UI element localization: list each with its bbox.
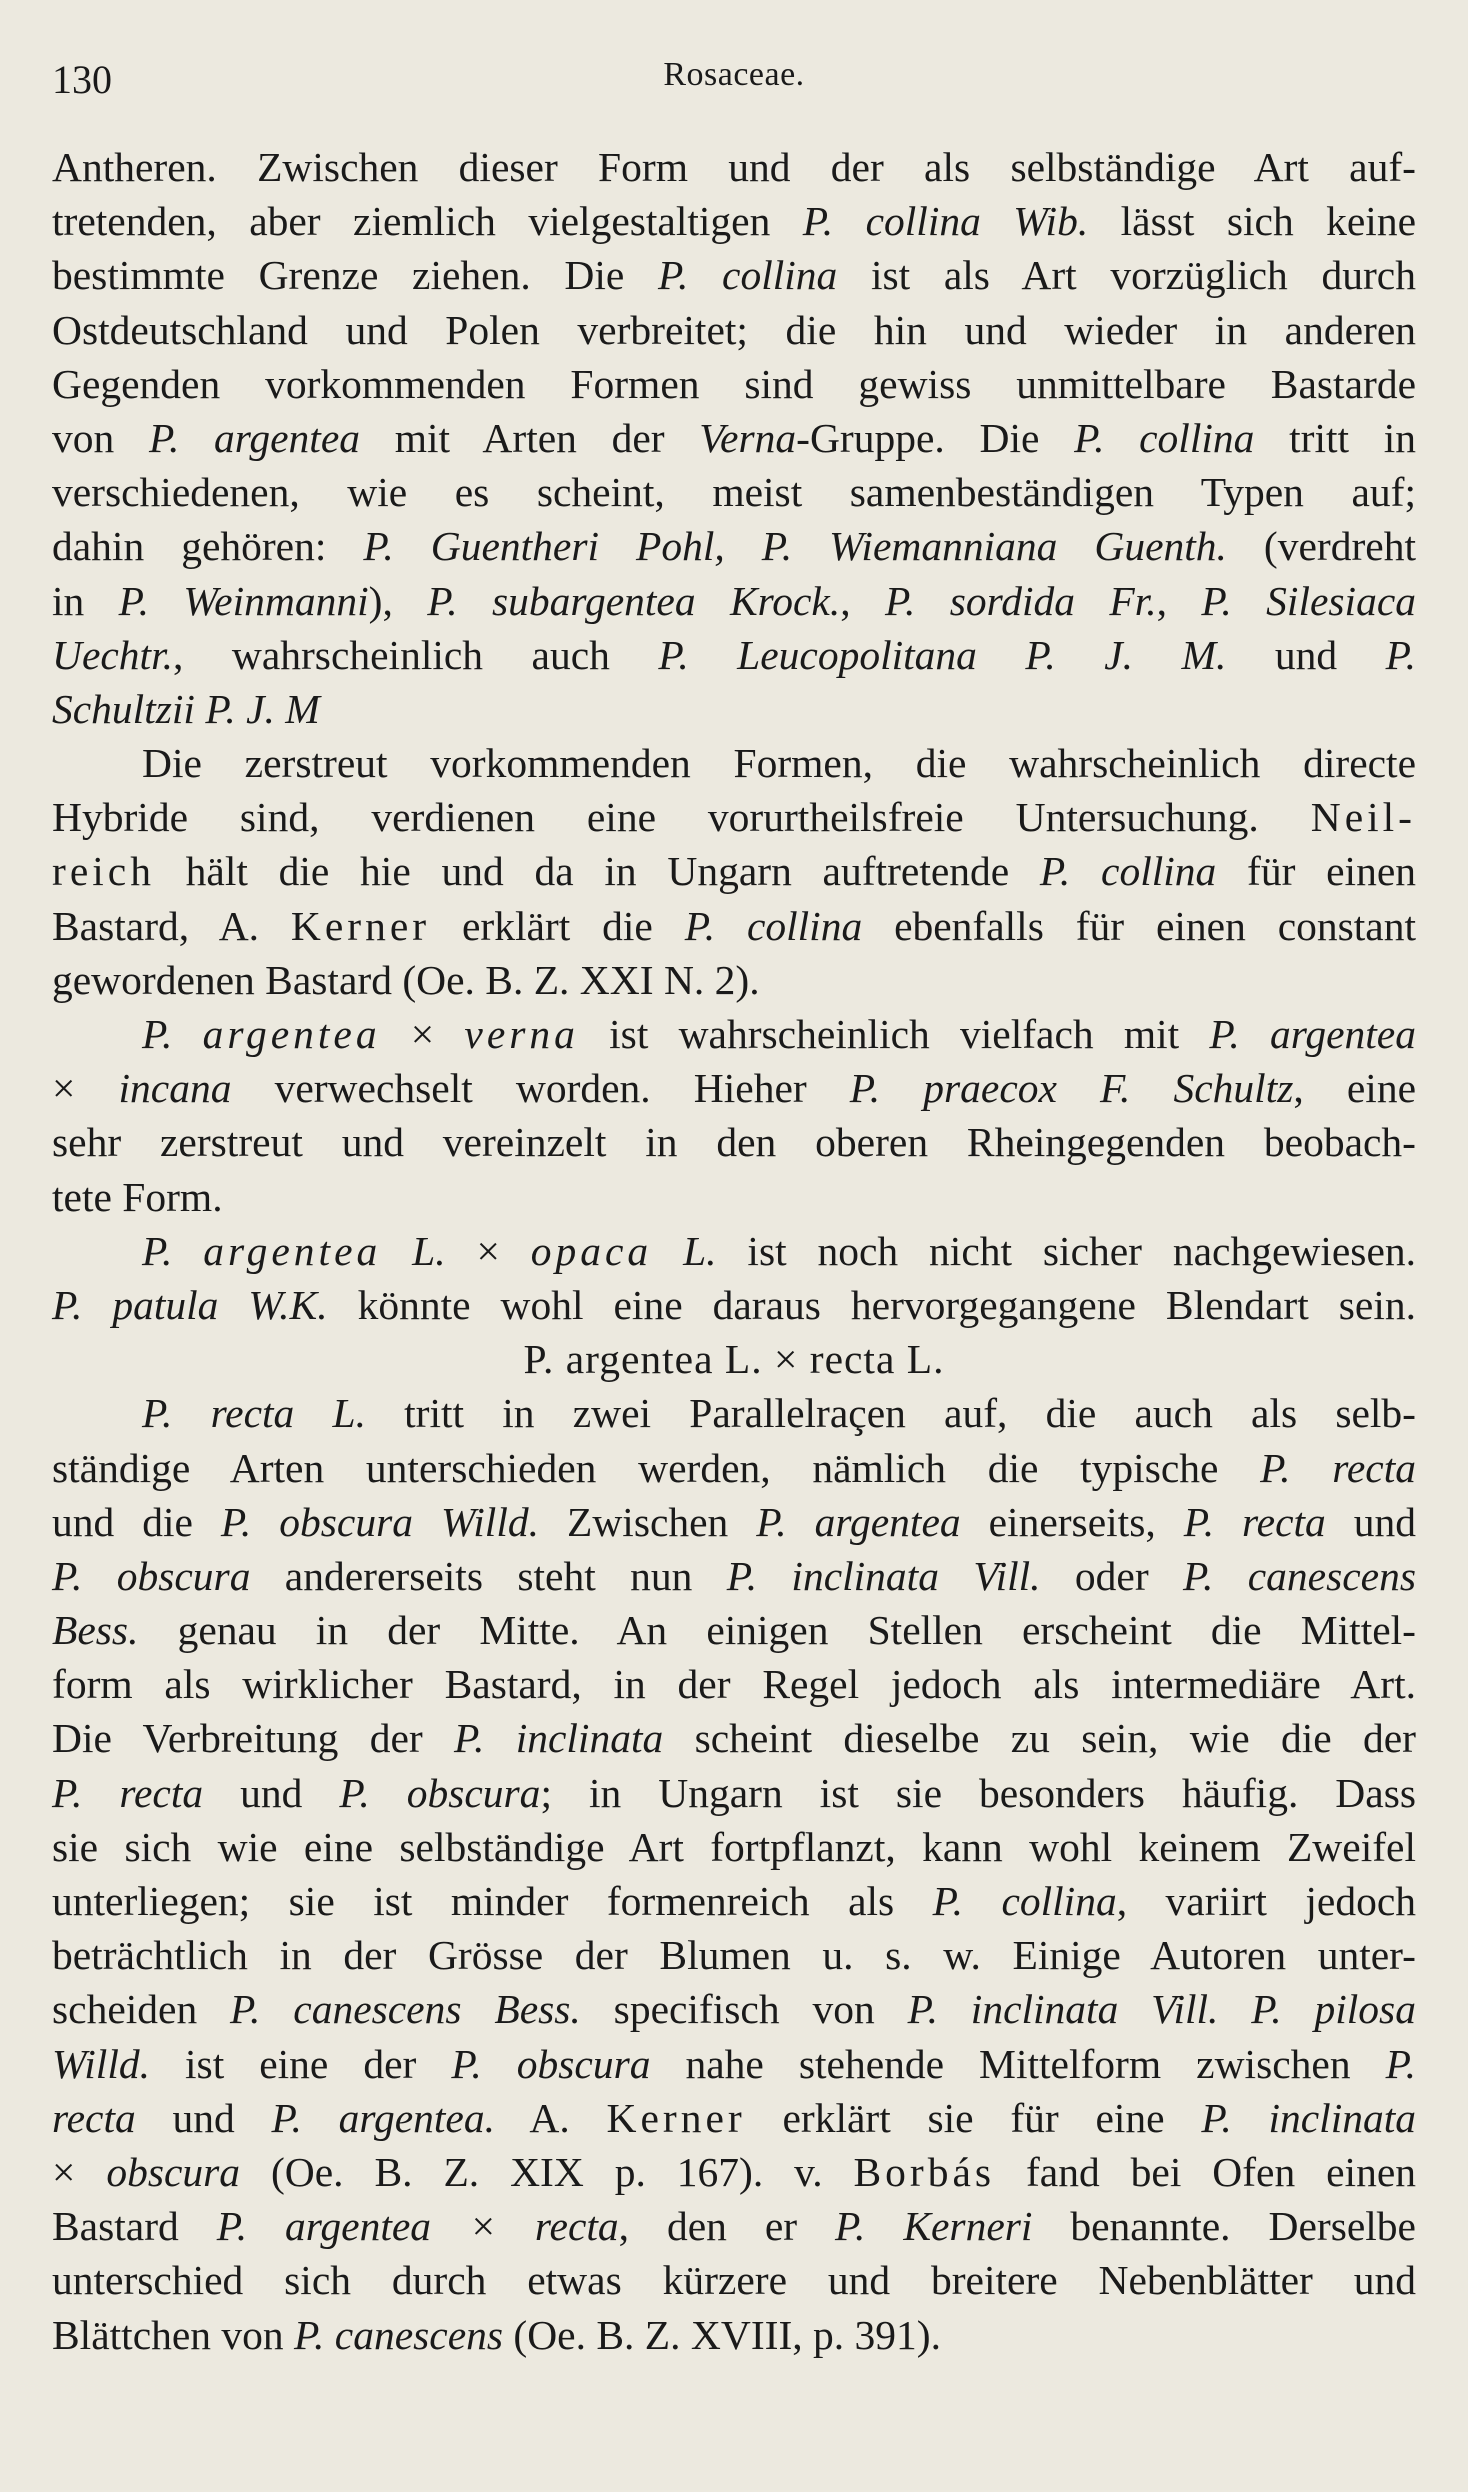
italic-run: P. Silesiaca [1201,577,1417,624]
italic-run: P. Weinmanni [118,577,369,624]
text-run: Blättchen von [52,2311,295,2358]
italic-run: incana [118,1065,232,1112]
italic-run: P. obscura [52,1552,251,1599]
italic-run: P. sordida Fr. [884,577,1157,624]
text-run: -Gruppe. Die [796,414,1075,461]
text-line [52,628,1416,682]
text-run: lässt sich keine [1088,198,1417,245]
italic-run: P. patula W.K. [52,1281,328,1328]
italic-run: P. praecox F. Schultz [849,1065,1294,1112]
text-run: sehr zerstreut und vereinzelt in den oberen Rheingegenden beobach- [52,1119,1416,1166]
italic-run: Bess. [52,1607,139,1654]
italic-run: opaca [530,1227,653,1274]
text-run: verwechselt worden. Hieher [231,1065,850,1112]
text-line [52,411,1416,465]
text-run: und [1325,1498,1417,1545]
text-run: Ostdeutschland und Polen verbreitet; die hin und wieder in anderen [52,306,1416,353]
text-run: dahin gehören: [52,523,364,570]
italic-run: P. canescens [1183,1552,1416,1599]
italic-run: P. Guentheri Pohl, P. Wiemanniana Guenth. [363,523,1227,570]
text-run: × [380,1011,465,1057]
text-run: und [1226,631,1386,678]
text-line [52,1982,1416,2036]
text-run: ist als Art vorzüglich durch [837,252,1416,299]
text-run: sie sich wie eine selbständige Art fortpflanzt, kann wohl keinem Zweifel [52,1823,1416,1870]
text-run: oder [1040,1552,1184,1599]
text-run: ebenfalls für einen constant [862,902,1416,949]
text-run: Bastard [52,2203,217,2250]
text-run: ständige Arten unterschieden werden, nämlich die typische [52,1444,1261,1491]
text-line [52,2037,1416,2091]
text-line [52,303,1416,357]
text-line [52,736,1416,790]
text-line [52,790,1416,844]
text-run: Bastard, A. [52,902,291,949]
text-line [52,140,1416,194]
text-run: × [52,2148,107,2195]
text-run: tritt in zwei Parallelraçen auf, die auch als selb- [365,1390,1417,1437]
text-line [52,682,1416,736]
text-run: , [840,577,885,624]
text-run: tretenden, aber ziemlich vielgestaltigen [52,198,803,245]
text-run: , wahrscheinlich auch [173,631,659,678]
text-run: benannte. Derselbe [1032,2203,1416,2250]
spaced-name: Neil- [1310,794,1416,841]
text-line [52,357,1416,411]
text-run: beträchtlich in der Grösse der Blumen u. s. w. Einige Autoren unter- [52,1932,1416,1979]
text-line [52,899,1416,953]
italic-run: argentea [203,1227,382,1274]
text-line [52,1711,1416,1765]
text-run: erklärt sie für eine [745,2094,1202,2141]
italic-run: P. collina [932,1878,1117,1924]
italic-run: L. [381,1227,446,1274]
text-run: genau in der Mitte. An einigen Stellen erscheint die Mittel- [138,1607,1416,1654]
italic-run: P. argentea [148,414,360,461]
text-run: und [203,1769,340,1816]
text-line [52,1495,1416,1549]
italic-run: P. [142,1227,204,1274]
text-run: , variirt jedoch [1116,1878,1417,1924]
text-line [52,844,1416,898]
italic-run: P. Leucopolitana P. J. M. [658,631,1227,678]
italic-run: P. canescens [294,2311,504,2358]
italic-run: P. canescens Bess. [230,1986,581,2033]
text-line [52,194,1416,248]
text-run: scheint dieselbe zu sein, wie die der [663,1715,1416,1762]
text-run: unterliegen; sie ist minder formenreich als [52,1878,933,1924]
text-run: von [52,414,149,461]
spaced-name: Kerner [290,902,431,949]
italic-run: P. [1385,2040,1416,2087]
text-run: ; in Ungarn ist sie besonders häufig. Dass [540,1769,1417,1816]
text-run: ist wahrscheinlich vielfach mit [578,1011,1210,1057]
italic-run: P. recta L. [142,1390,366,1437]
text-line [52,2091,1416,2145]
text-line [52,1061,1416,1115]
italic-run: P. recta [1260,1444,1416,1491]
body-text [52,140,1416,2362]
text-line [52,953,1416,1007]
text-line [52,1928,1416,1982]
italic-run: obscura [106,2148,241,2195]
italic-run: P. collina [657,252,838,299]
text-line [52,1278,1416,1332]
page-number: 130 [52,57,112,102]
italic-run: P. inclinata Vill. [726,1552,1041,1599]
text-run: P. argentea L. × recta L. [523,1336,945,1383]
italic-run: P. recta [1183,1498,1326,1545]
italic-run: P. recta [52,1769,204,1816]
text-run: specifisch von [580,1986,908,2033]
text-line [52,1441,1416,1495]
text-line [52,1007,1416,1061]
text-run: Antheren. Zwischen dieser Form und der als selbständige Art auf- [52,144,1416,190]
italic-run: P. argentea [756,1498,961,1545]
text-line [52,2253,1416,2307]
text-run: andererseits steht nun [250,1552,727,1599]
spaced-name: Borbás [853,2148,996,2195]
italic-run: P. argentea. [271,2094,495,2141]
italic-run: P. collina Wib. [802,198,1089,245]
text-run: (Oe. B. Z. XIX p. 167). v. [240,2148,854,2195]
italic-run: P. collina [1039,848,1217,895]
italic-run: Verna [699,414,797,461]
italic-run: P. obscura [339,1769,541,1816]
text-run: ), [368,577,428,624]
italic-run: P. obscura Willd. [220,1498,539,1545]
text-line [52,2308,1416,2362]
text-line [52,1603,1416,1657]
text-run: Hybride sind, verdienen eine vorurtheilsfreie Untersuchung. [52,794,1311,841]
text-run: und die [52,1498,221,1545]
text-line [52,465,1416,519]
italic-run: P. collina [1074,414,1255,461]
text-run: einerseits, [960,1498,1184,1545]
italic-run: P. Kerneri [835,2203,1033,2250]
text-line [52,1657,1416,1711]
italic-run: L. [652,1227,717,1274]
italic-run: P. argentea × recta [216,2203,619,2250]
text-line [52,1332,1416,1386]
text-line [52,1766,1416,1820]
text-run: Die zerstreut vorkommenden Formen, die wahrscheinlich directe [142,740,1416,787]
text-run: und [135,2094,272,2141]
italic-run: argentea [202,1011,381,1057]
text-line [52,1874,1416,1928]
text-line [52,2145,1416,2199]
text-run: (verdreht [1226,523,1416,570]
text-line [52,248,1416,302]
page-header [52,56,1416,116]
text-run: ist eine der [150,2040,452,2087]
text-line [52,2199,1416,2253]
text-line [52,1224,1416,1278]
text-line [52,1170,1416,1224]
text-line [52,1820,1416,1874]
text-run: , eine [1293,1065,1416,1112]
text-run: für einen [1216,848,1417,895]
text-run: unterschied sich durch etwas kürzere und breitere Nebenblätter und [52,2257,1416,2304]
text-run: tete Form. [52,1173,223,1220]
text-run: erklärt die [430,902,685,949]
text-run: Zwischen [538,1498,757,1545]
text-run: gewordenen Bastard (Oe. B. Z. XXI N. 2). [52,956,760,1003]
text-line [52,574,1416,628]
italic-run: recta [52,2094,136,2141]
text-run: (Oe. B. Z. XVIII, p. 391). [503,2311,941,2358]
text-line [52,1115,1416,1169]
text-run: scheiden [52,1986,231,2033]
text-run: ist noch nicht sicher nachgewiesen. [716,1227,1416,1274]
text-run: in [52,577,119,624]
italic-run: P. inclinata Vill. P. pilosa [907,1986,1416,2033]
text-run: mit Arten der [360,414,700,461]
italic-run: Schultzii P. J. M [52,685,320,732]
italic-run: P. collina [684,902,863,949]
running-head: Rosaceae. [663,56,805,93]
italic-run: P. subargentea Krock. [427,577,841,624]
italic-run: P. [1385,631,1417,678]
text-run: könnte wohl eine daraus hervorgegangene Blendart sein. [327,1281,1416,1328]
italic-run: Uechtr. [52,631,174,678]
text-run: form als wirklicher Bastard, in der Regel jedoch als intermediäre Art. [52,1661,1416,1708]
spaced-name: reich [52,848,155,895]
text-run: tritt in [1254,414,1417,461]
italic-run: P. argentea [1209,1011,1416,1057]
text-line [52,1386,1416,1440]
italic-run: Willd. [52,2040,150,2087]
text-line [52,1549,1416,1603]
italic-run: P. inclinata [454,1715,664,1762]
text-run: bestimmte Grenze ziehen. Die [52,252,658,299]
italic-run: verna [464,1011,579,1057]
text-run: nahe stehende Mittelform zwischen [650,2040,1386,2087]
italic-run: P. [142,1011,203,1057]
italic-run: P. inclinata [1201,2094,1417,2141]
text-line [52,519,1416,573]
text-run: × [445,1227,531,1274]
text-run: × [52,1065,119,1112]
text-run: fand bei Ofen einen [995,2148,1417,2195]
text-run: , den er [618,2203,836,2250]
spaced-name: Kerner [606,2094,746,2141]
text-run: hält die hie und da in Ungarn auftretende [154,848,1040,895]
text-run: Die Verbreitung der [52,1715,455,1762]
text-run: A. [494,2094,607,2141]
text-run: , [1156,577,1202,624]
italic-run: P. obscura [451,2040,651,2087]
text-run: verschiedenen, wie es scheint, meist samenbeständigen Typen auf; [52,469,1416,516]
text-run: Gegenden vorkommenden Formen sind gewiss unmittelbare Bastarde [52,360,1416,407]
